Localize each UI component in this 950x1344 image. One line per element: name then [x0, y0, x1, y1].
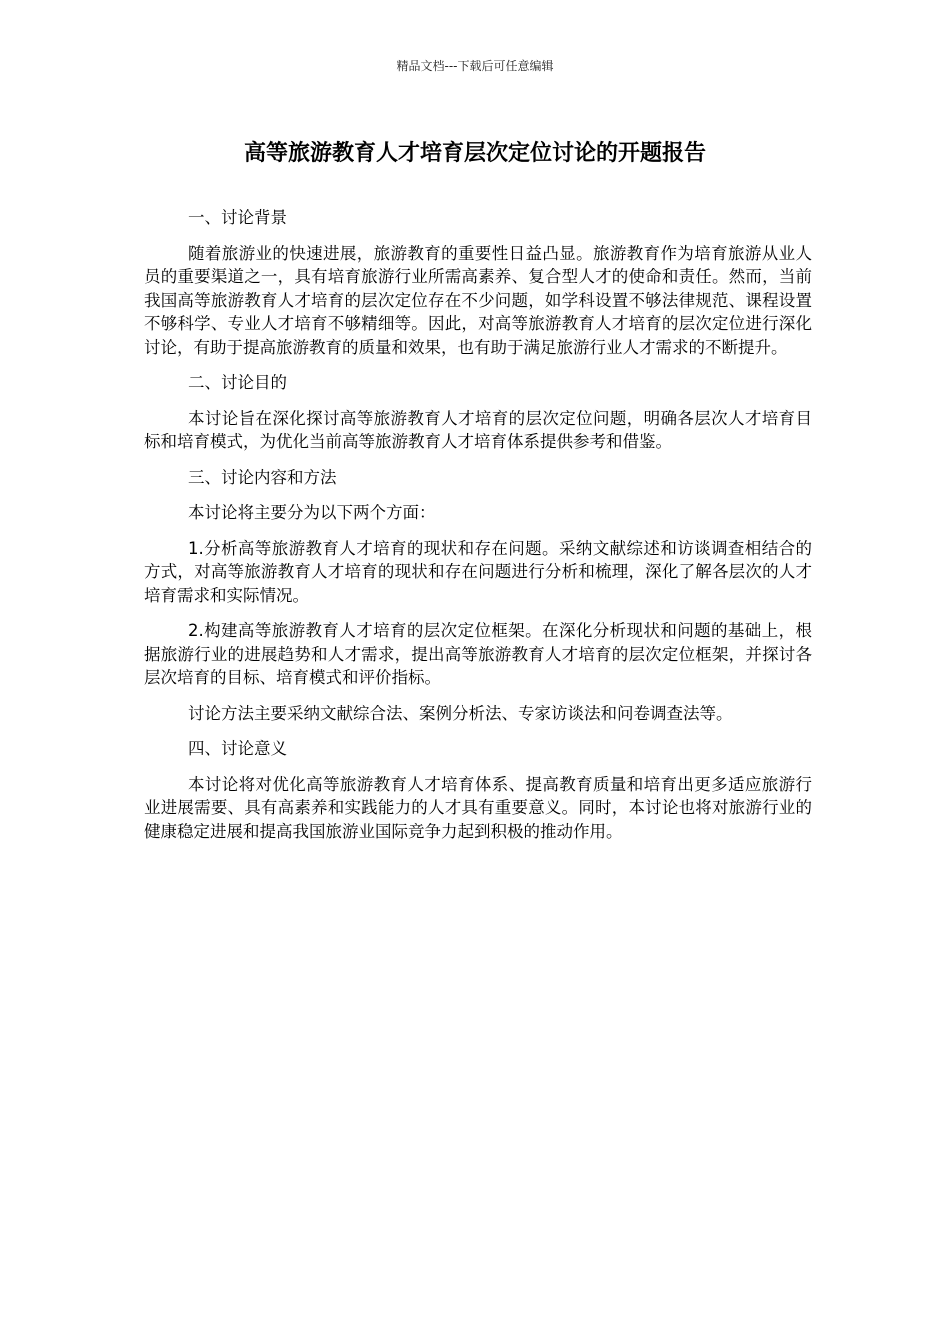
section-heading: 四、讨论意义	[188, 739, 287, 758]
paragraph: 本讨论旨在深化探讨高等旅游教育人才培育的层次定位问题，明确各层次人才培育目标和培育模式，为优化当前高等旅游教育人才培育体系提供参考和借鉴。	[144, 408, 812, 451]
section-background	[144, 206, 812, 359]
section-heading: 三、讨论内容和方法	[188, 467, 337, 487]
document-body	[144, 206, 812, 855]
section-heading: 一、讨论背景	[188, 208, 287, 227]
paragraph: 讨论方法主要采纳文献综合法、案例分析法、专家访谈法和问卷调查法等。	[188, 703, 733, 723]
section-purpose	[144, 371, 812, 454]
section-content-methods	[144, 466, 812, 726]
list-item: 2.构建高等旅游教育人才培育的层次定位框架。在深化分析现状和问题的基础上，根据旅游行业的进展趋势和人才需求，提出高等旅游教育人才培育的层次定位框架，并探讨各层次培育的目标、培育模式和评价指标。	[144, 621, 812, 687]
paragraph: 随着旅游业的快速进展，旅游教育的重要性日益凸显。旅游教育作为培育旅游从业人员的重要渠道之一，具有培育旅游行业所需高素养、复合型人才的使命和责任。然而，当前我国高等旅游教育人才培育的层次定位存在不少问题，如学科设置不够法律规范、课程设置不够科学、专业人才培育不够精细等。因此，对高等旅游教育人才培育的层次定位进行深化讨论，有助于提高旅游教育的质量和效果，也有助于满足旅游行业人才需求的不断提升。	[144, 243, 812, 357]
header-note: 精品文档---下载后可任意编辑	[396, 59, 554, 73]
section-significance	[144, 737, 812, 843]
paragraph: 本讨论将对优化高等旅游教育人才培育体系、提高教育质量和培育出更多适应旅游行业进展需要、具有高素养和实践能力的人才具有重要意义。同时，本讨论也将对旅游行业的健康稳定进展和提高我国旅游业国际竞争力起到积极的推动作用。	[144, 774, 812, 841]
section-heading: 二、讨论目的	[188, 373, 287, 392]
paragraph: 本讨论将主要分为以下两个方面：	[188, 503, 436, 522]
document-title: 高等旅游教育人才培育层次定位讨论的开题报告	[243, 141, 706, 166]
list-item: 1.分析高等旅游教育人才培育的现状和存在问题。采纳文献综述和访谈调查相结合的方式，对高等旅游教育人才培育的现状和存在问题进行分析和梳理，深化了解各层次的人才培育需求和实际情况。	[144, 538, 812, 605]
